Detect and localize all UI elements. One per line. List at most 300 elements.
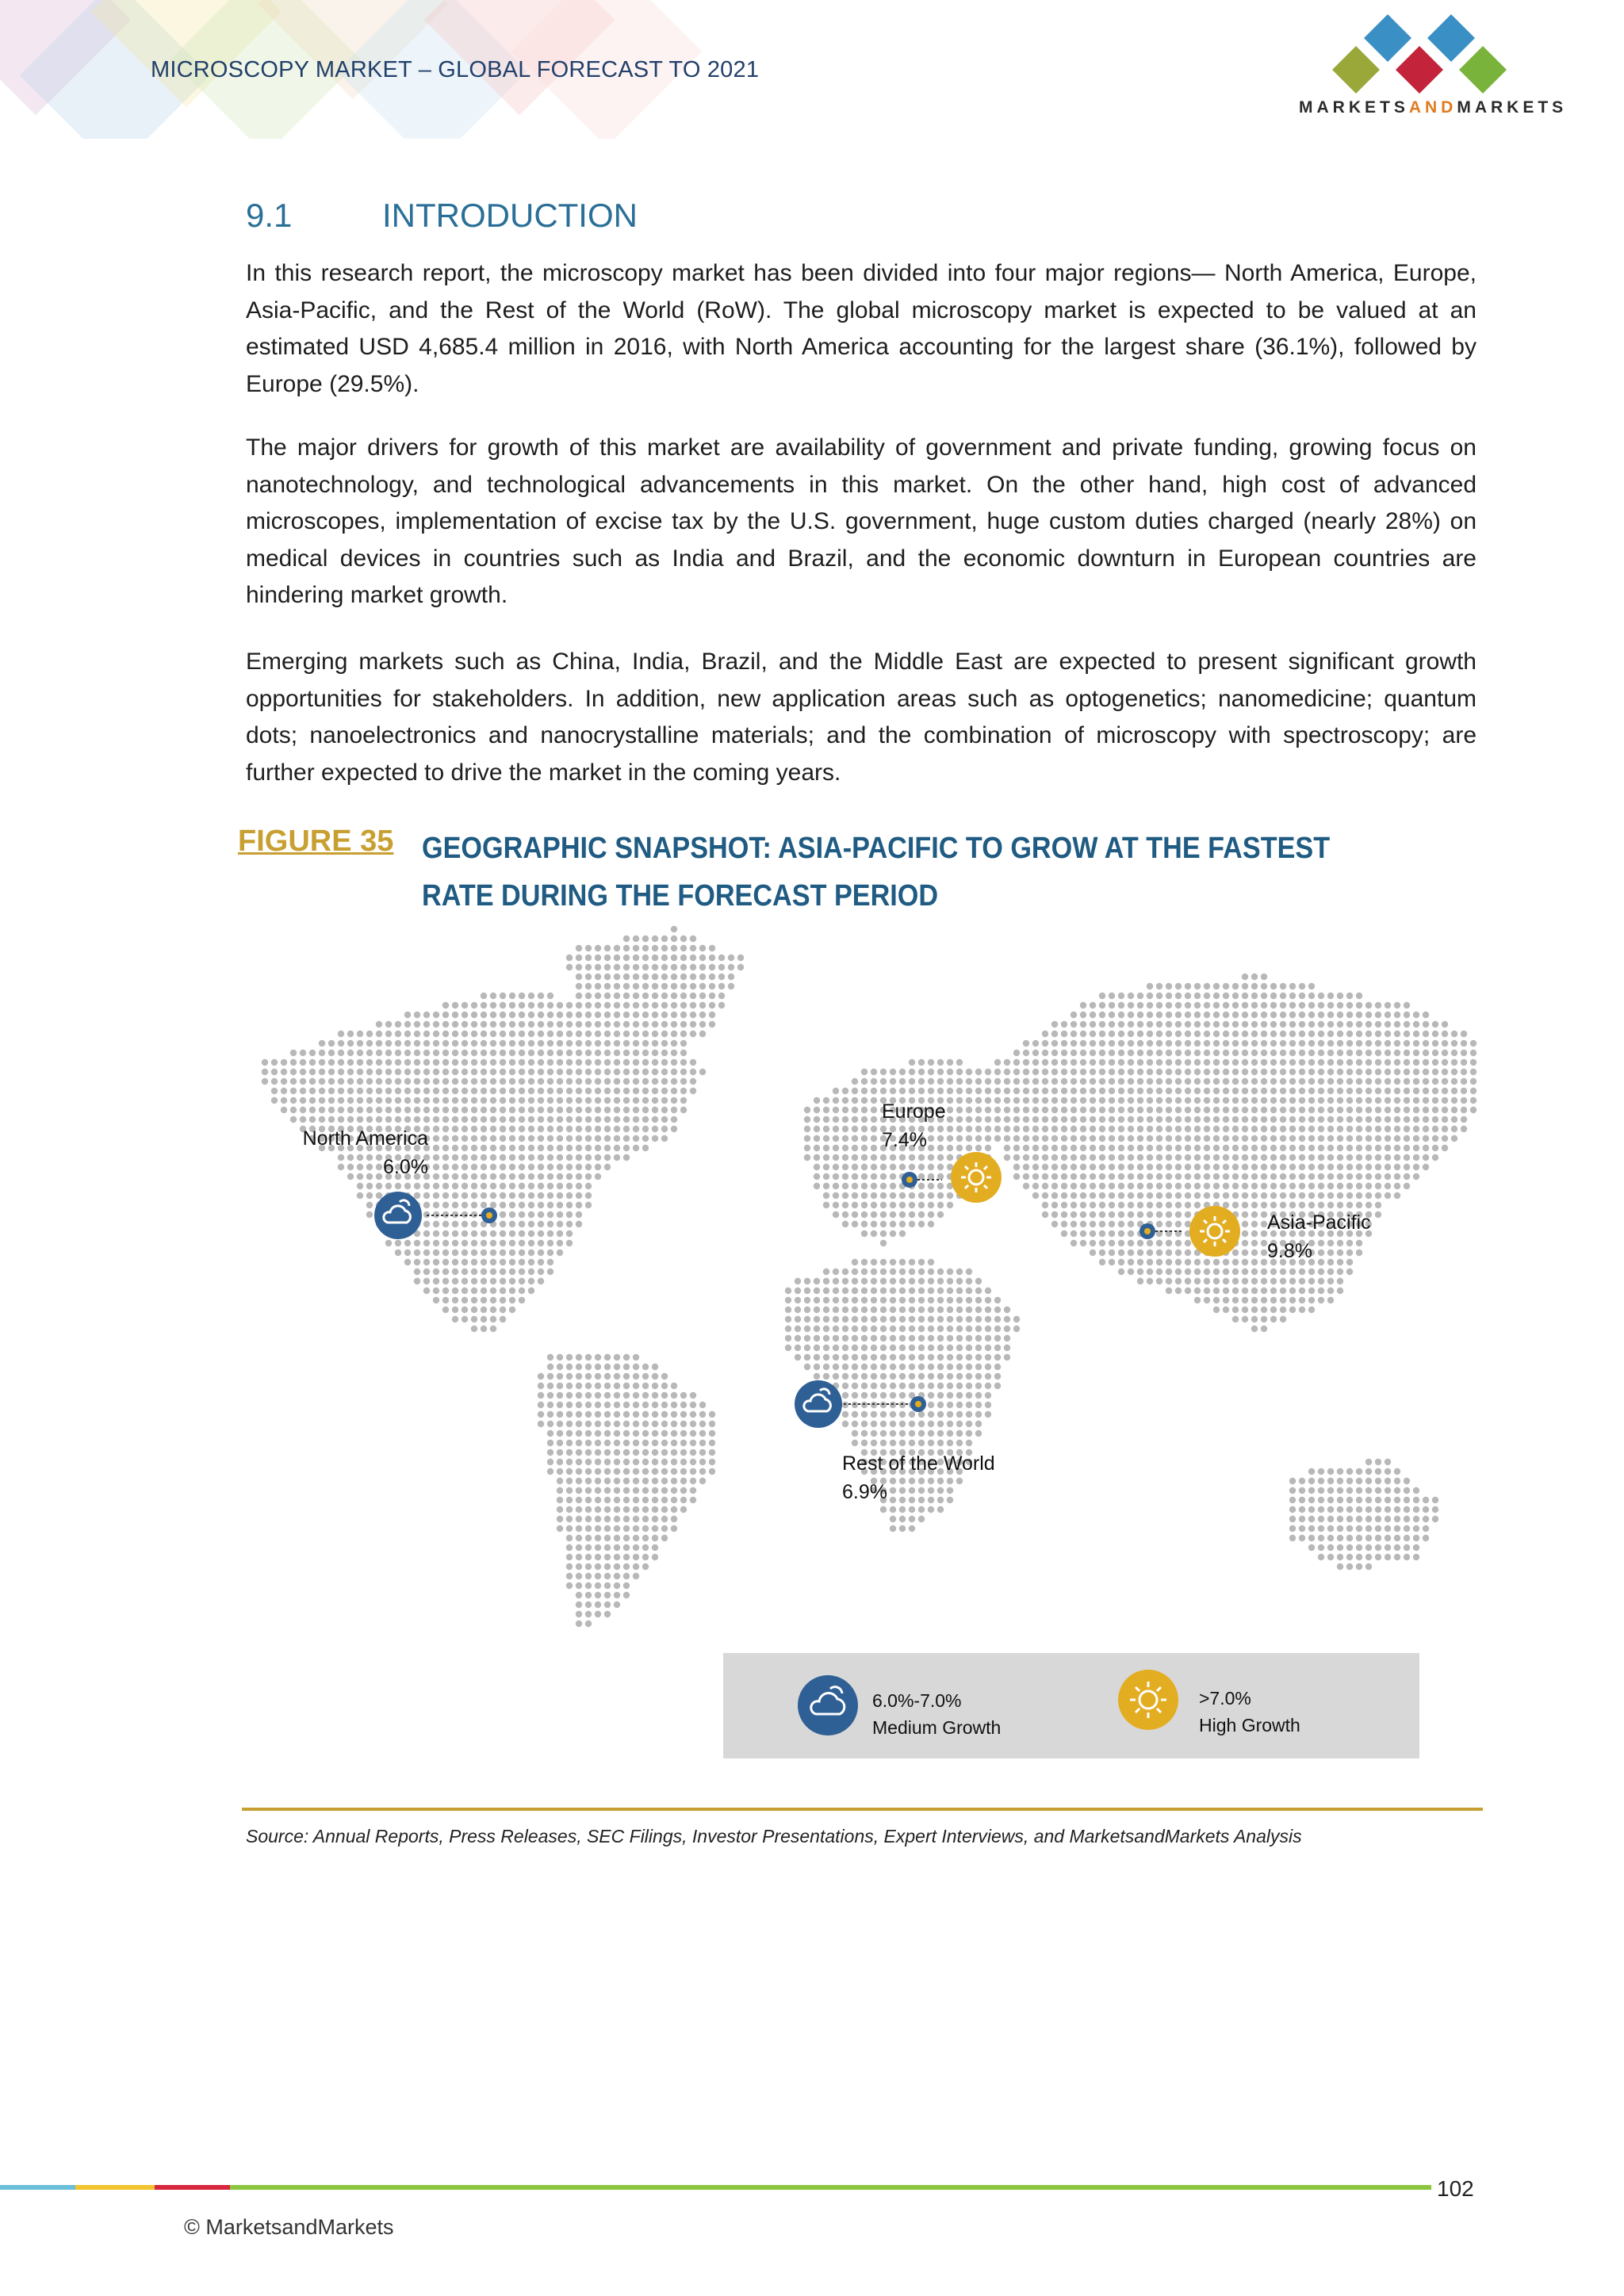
- map-dot: [871, 1097, 877, 1104]
- map-dot: [1404, 1050, 1410, 1056]
- map-dot: [1308, 1269, 1315, 1275]
- map-dot: [899, 1288, 906, 1294]
- map-dot: [709, 945, 715, 951]
- map-dot: [1118, 1002, 1124, 1008]
- map-dot: [680, 1459, 687, 1465]
- map-dot: [937, 1192, 944, 1199]
- map-dot: [1137, 1107, 1143, 1113]
- map-dot: [547, 1354, 553, 1360]
- map-dot: [1137, 1116, 1143, 1123]
- map-dot: [1194, 1154, 1201, 1161]
- map-dot: [1147, 1164, 1153, 1170]
- map-dot: [490, 1154, 496, 1161]
- map-dot: [1080, 1240, 1086, 1246]
- map-dot: [1175, 983, 1182, 989]
- map-dot: [890, 1516, 896, 1522]
- map-dot: [385, 1107, 392, 1113]
- map-dot: [1204, 1135, 1210, 1142]
- map-dot: [414, 1269, 420, 1275]
- map-dot: [909, 1516, 915, 1522]
- map-dot: [519, 1164, 525, 1170]
- map-dot: [842, 1088, 848, 1094]
- map-dot: [994, 1326, 1001, 1332]
- map-dot: [1194, 1097, 1201, 1104]
- map-dot: [338, 1078, 344, 1085]
- map-dot: [1404, 1173, 1410, 1180]
- map-dot: [490, 1164, 496, 1170]
- map-dot: [1090, 1173, 1096, 1180]
- map-dot: [1213, 1097, 1220, 1104]
- map-dot: [538, 1116, 544, 1123]
- map-dot: [814, 1183, 820, 1189]
- map-dot: [671, 1050, 677, 1056]
- map-dot: [671, 1497, 677, 1503]
- map-dot: [661, 1478, 668, 1484]
- map-dot: [1375, 1021, 1381, 1027]
- map-dot: [1318, 1078, 1324, 1085]
- map-dot: [1413, 1012, 1419, 1018]
- map-dot: [1308, 1278, 1315, 1284]
- map-dot: [595, 1497, 601, 1503]
- map-dot: [557, 1497, 563, 1503]
- map-dot: [861, 1307, 868, 1313]
- map-dot: [595, 1449, 601, 1456]
- map-dot: [319, 1050, 325, 1056]
- map-dot: [890, 1221, 896, 1227]
- map-dot: [937, 1307, 944, 1313]
- map-dot: [1109, 1021, 1115, 1027]
- map-dot: [471, 1202, 477, 1208]
- map-dot: [1413, 1069, 1419, 1075]
- map-dot: [319, 1116, 325, 1123]
- map-dot: [490, 1031, 496, 1037]
- map-dot: [1223, 1202, 1229, 1208]
- map-dot: [490, 1307, 496, 1313]
- map-dot: [699, 1012, 706, 1018]
- map-dot: [966, 1088, 972, 1094]
- map-dot: [1213, 1126, 1220, 1132]
- map-dot: [1299, 1192, 1305, 1199]
- map-dot: [1194, 1135, 1201, 1142]
- map-dot: [604, 1402, 611, 1408]
- map-dot: [652, 1126, 658, 1132]
- map-dot: [1375, 1173, 1381, 1180]
- map-dot: [490, 1183, 496, 1189]
- map-dot: [1261, 1173, 1267, 1180]
- map-dot: [1423, 1497, 1429, 1503]
- map-dot: [614, 964, 620, 970]
- map-dot: [690, 1421, 696, 1427]
- map-dot: [547, 1468, 553, 1475]
- map-dot: [604, 1164, 611, 1170]
- map-dot: [423, 1031, 430, 1037]
- map-dot: [1413, 1554, 1419, 1560]
- map-dot: [1194, 1059, 1201, 1066]
- map-dot: [1251, 1221, 1258, 1227]
- map-dot: [490, 1259, 496, 1265]
- map-dot: [937, 1326, 944, 1332]
- map-dot: [1375, 1069, 1381, 1075]
- map-dot: [899, 1525, 906, 1532]
- map-dot: [1099, 1078, 1105, 1085]
- map-dot: [1270, 993, 1277, 999]
- map-dot: [595, 1411, 601, 1418]
- map-dot: [1071, 1164, 1077, 1170]
- map-dot: [1109, 1031, 1115, 1037]
- map-dot: [1194, 1069, 1201, 1075]
- map-dot: [490, 1135, 496, 1142]
- map-dot: [956, 1411, 963, 1418]
- map-dot: [290, 1107, 297, 1113]
- map-dot: [1308, 1135, 1315, 1142]
- map-dot: [1090, 1230, 1096, 1237]
- map-dot: [1375, 1487, 1381, 1494]
- map-dot: [1023, 1173, 1029, 1180]
- map-dot: [604, 1354, 611, 1360]
- map-dot: [1308, 1107, 1315, 1113]
- map-dot: [557, 1449, 563, 1456]
- map-dot: [481, 1097, 487, 1104]
- map-dot: [481, 1154, 487, 1161]
- figure-divider: [242, 1808, 1483, 1811]
- map-dot: [1394, 1192, 1400, 1199]
- map-dot: [1166, 1202, 1172, 1208]
- map-dot: [1213, 1278, 1220, 1284]
- map-dot: [1194, 1278, 1201, 1284]
- map-dot: [1061, 1135, 1067, 1142]
- map-dot: [1242, 1259, 1248, 1265]
- map-dot: [423, 1269, 430, 1275]
- map-dot: [823, 1164, 829, 1170]
- map-dot: [433, 1069, 439, 1075]
- map-dot: [890, 1335, 896, 1341]
- map-dot: [918, 1316, 925, 1322]
- map-dot: [680, 1012, 687, 1018]
- map-dot: [585, 1554, 592, 1560]
- map-dot: [1318, 1544, 1324, 1551]
- map-dot: [490, 1050, 496, 1056]
- map-dot: [1175, 1069, 1182, 1075]
- map-dot: [1385, 1516, 1391, 1522]
- map-dot: [1318, 1297, 1324, 1303]
- map-dot: [1280, 1173, 1286, 1180]
- map-dot: [1261, 1059, 1267, 1066]
- map-dot: [994, 1307, 1001, 1313]
- map-dot: [1090, 1097, 1096, 1104]
- map-dot: [1404, 1164, 1410, 1170]
- map-dot: [928, 1383, 934, 1389]
- map-dot: [623, 1592, 630, 1598]
- map-dot: [1356, 1078, 1362, 1085]
- map-dot: [1194, 1116, 1201, 1123]
- map-dot: [985, 1383, 991, 1389]
- map-dot: [1090, 1183, 1096, 1189]
- map-dot: [576, 1364, 582, 1370]
- map-dot: [1042, 1069, 1048, 1075]
- map-dot: [528, 1183, 534, 1189]
- map-dot: [709, 1002, 715, 1008]
- map-dot: [966, 1145, 972, 1151]
- map-dot: [1232, 1154, 1239, 1161]
- map-dot: [890, 1326, 896, 1332]
- map-dot: [395, 1021, 401, 1027]
- map-dot: [804, 1354, 810, 1360]
- map-dot: [566, 1449, 573, 1456]
- map-dot: [661, 1459, 668, 1465]
- map-dot: [1023, 1050, 1029, 1056]
- map-dot: [861, 1278, 868, 1284]
- map-dot: [652, 1440, 658, 1446]
- map-dot: [937, 1440, 944, 1446]
- map-dot: [994, 1107, 1001, 1113]
- map-dot: [852, 1259, 858, 1265]
- map-dot: [576, 1497, 582, 1503]
- map-dot: [1166, 1078, 1172, 1085]
- map-dot: [947, 1202, 953, 1208]
- map-dot: [680, 1402, 687, 1408]
- map-dot: [728, 964, 734, 970]
- map-dot: [585, 1354, 592, 1360]
- map-dot: [1318, 1288, 1324, 1294]
- map-dot: [1327, 1135, 1334, 1142]
- map-dot: [661, 1002, 668, 1008]
- map-dot: [1166, 1278, 1172, 1284]
- map-dot: [804, 1145, 810, 1151]
- map-dot: [547, 1411, 553, 1418]
- map-dot: [557, 1221, 563, 1227]
- map-dot: [1194, 1021, 1201, 1027]
- map-dot: [262, 1078, 268, 1085]
- map-dot: [842, 1316, 848, 1322]
- map-dot: [442, 1145, 449, 1151]
- map-dot: [395, 1116, 401, 1123]
- map-dot: [652, 1449, 658, 1456]
- map-dot: [433, 1050, 439, 1056]
- map-dot: [947, 1278, 953, 1284]
- map-dot: [433, 1126, 439, 1132]
- map-dot: [833, 1354, 839, 1360]
- map-dot: [1251, 1002, 1258, 1008]
- map-dot: [975, 1288, 982, 1294]
- map-dot: [966, 1097, 972, 1104]
- map-dot: [890, 1307, 896, 1313]
- map-dot: [890, 1440, 896, 1446]
- map-dot: [595, 1088, 601, 1094]
- map-dot: [890, 1154, 896, 1161]
- map-dot: [395, 1040, 401, 1047]
- map-dot: [1375, 1116, 1381, 1123]
- map-dot: [1147, 1249, 1153, 1256]
- map-dot: [652, 1097, 658, 1104]
- map-dot: [509, 993, 515, 999]
- map-dot: [661, 1040, 668, 1047]
- map-dot: [604, 1050, 611, 1056]
- map-dot: [414, 1192, 420, 1199]
- map-dot: [1261, 1069, 1267, 1075]
- map-dot: [585, 1145, 592, 1151]
- map-dot: [661, 1031, 668, 1037]
- map-dot: [1308, 1012, 1315, 1018]
- map-dot: [1090, 1050, 1096, 1056]
- map-dot: [557, 1183, 563, 1189]
- map-dot: [671, 1126, 677, 1132]
- map-dot: [652, 964, 658, 970]
- map-dot: [1308, 1506, 1315, 1513]
- map-dot: [433, 1097, 439, 1104]
- map-dot: [909, 1059, 915, 1066]
- map-dot: [442, 1173, 449, 1180]
- map-dot: [1375, 1544, 1381, 1551]
- map-dot: [880, 1421, 887, 1427]
- map-dot: [1090, 1240, 1096, 1246]
- map-dot: [652, 1078, 658, 1085]
- map-dot: [1299, 1269, 1305, 1275]
- map-dot: [566, 1563, 573, 1570]
- map-dot: [909, 1335, 915, 1341]
- map-dot: [1213, 1145, 1220, 1151]
- map-dot: [861, 1116, 868, 1123]
- map-dot: [1032, 1135, 1039, 1142]
- map-dot: [481, 1116, 487, 1123]
- map-dot: [462, 1107, 468, 1113]
- map-dot: [1280, 1088, 1286, 1094]
- map-dot: [852, 1383, 858, 1389]
- map-dot: [1071, 1050, 1077, 1056]
- map-dot: [842, 1097, 848, 1104]
- map-dot: [519, 1288, 525, 1294]
- map-dot: [1137, 1202, 1143, 1208]
- map-dot: [595, 1421, 601, 1427]
- map-dot: [395, 1183, 401, 1189]
- map-dot: [1385, 1031, 1391, 1037]
- map-dot: [347, 1116, 354, 1123]
- map-dot: [1090, 1002, 1096, 1008]
- map-dot: [566, 1050, 573, 1056]
- map-dot: [899, 1230, 906, 1237]
- map-dot: [1213, 1040, 1220, 1047]
- map-dot: [1223, 1192, 1229, 1199]
- map-dot: [1213, 1031, 1220, 1037]
- map-dot: [1346, 1069, 1353, 1075]
- map-dot: [1270, 1269, 1277, 1275]
- page-number: 102: [1437, 2176, 1474, 2201]
- map-dot: [1308, 1183, 1315, 1189]
- map-dot: [576, 1506, 582, 1513]
- map-dot: [328, 1107, 335, 1113]
- map-dot: [366, 1183, 373, 1189]
- map-dot: [1032, 1050, 1039, 1056]
- map-dot: [547, 1192, 553, 1199]
- map-dot: [547, 1050, 553, 1056]
- map-dot: [557, 1240, 563, 1246]
- map-dot: [1109, 1211, 1115, 1218]
- map-dot: [509, 1145, 515, 1151]
- map-dot: [890, 1297, 896, 1303]
- map-dot: [1413, 1154, 1419, 1161]
- map-dot: [1232, 1202, 1239, 1208]
- map-dot: [1071, 1012, 1077, 1018]
- map-dot: [1156, 1050, 1162, 1056]
- map-dot: [1356, 1563, 1362, 1570]
- map-dot: [1337, 1012, 1343, 1018]
- map-dot: [899, 1506, 906, 1513]
- map-dot: [1147, 1021, 1153, 1027]
- map-dot: [861, 1097, 868, 1104]
- map-dot: [1213, 1088, 1220, 1094]
- map-dot: [1280, 1031, 1286, 1037]
- map-dot: [519, 1031, 525, 1037]
- map-dot: [1109, 1012, 1115, 1018]
- map-dot: [928, 1078, 934, 1085]
- map-dot: [319, 1059, 325, 1066]
- map-dot: [547, 1392, 553, 1399]
- map-dot: [1299, 983, 1305, 989]
- map-dot: [462, 1069, 468, 1075]
- map-dot: [966, 1078, 972, 1085]
- map-dot: [1289, 1126, 1296, 1132]
- map-dot: [347, 1050, 354, 1056]
- map-dot: [1213, 1002, 1220, 1008]
- map-dot: [985, 1326, 991, 1332]
- map-dot: [623, 936, 630, 942]
- figure-label: FIGURE 35: [238, 825, 394, 858]
- map-dot: [680, 1487, 687, 1494]
- map-dot: [737, 964, 744, 970]
- map-dot: [623, 1544, 630, 1551]
- map-dot: [614, 1107, 620, 1113]
- map-dot: [404, 1088, 411, 1094]
- map-dot: [1023, 1040, 1029, 1047]
- map-dot: [1223, 1069, 1229, 1075]
- map-dot: [1375, 1164, 1381, 1170]
- map-dot: [566, 1211, 573, 1218]
- map-dot: [1346, 1563, 1353, 1570]
- map-dot: [1156, 1135, 1162, 1142]
- map-dot: [1289, 1012, 1296, 1018]
- map-dot: [604, 1002, 611, 1008]
- logo-diamonds: [1332, 14, 1507, 94]
- map-dot: [585, 1582, 592, 1589]
- map-dot: [880, 1269, 887, 1275]
- map-dot: [833, 1097, 839, 1104]
- map-dot: [690, 964, 696, 970]
- map-dot: [690, 1411, 696, 1418]
- map-dot: [1147, 1040, 1153, 1047]
- map-dot: [557, 1031, 563, 1037]
- map-dot: [1299, 1278, 1305, 1284]
- footer-stripe-green: [230, 2185, 1431, 2190]
- map-dot: [452, 1002, 458, 1008]
- map-dot: [671, 1459, 677, 1465]
- map-dot: [1213, 1173, 1220, 1180]
- map-dot: [1032, 1097, 1039, 1104]
- map-dot: [833, 1154, 839, 1161]
- map-dot: [652, 1012, 658, 1018]
- map-dot: [614, 1506, 620, 1513]
- map-dot: [1032, 1173, 1039, 1180]
- map-dot: [1175, 1002, 1182, 1008]
- map-dot: [576, 1097, 582, 1104]
- map-dot: [462, 1269, 468, 1275]
- map-dot: [585, 1069, 592, 1075]
- map-dot: [642, 945, 649, 951]
- map-dot: [614, 1021, 620, 1027]
- map-dot: [1308, 1478, 1315, 1484]
- asia-pacific-label: Asia-Pacific 9.8%: [1267, 1211, 1371, 1262]
- map-dot: [680, 1392, 687, 1399]
- map-dot: [1204, 1050, 1210, 1056]
- map-dot: [699, 1478, 706, 1484]
